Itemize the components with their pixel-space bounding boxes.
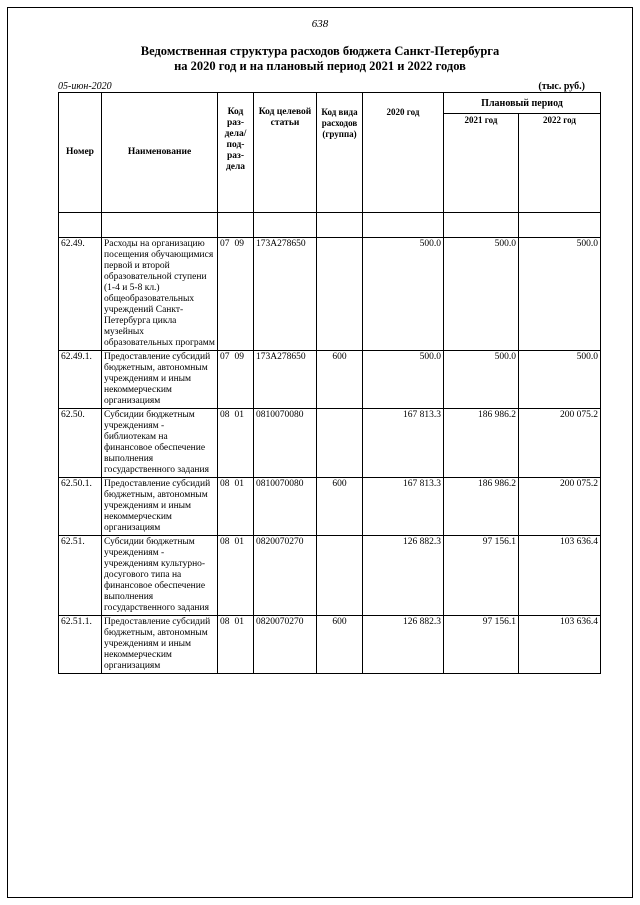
header-2022: 2022 год [519, 114, 601, 213]
row-amount-2021: 186 986.2 [444, 409, 519, 478]
row-amount-2021: 500.0 [444, 351, 519, 409]
units-label: (тыс. руб.) [538, 81, 585, 92]
row-kind-code: 600 [317, 351, 363, 409]
row-kind-code: 600 [317, 478, 363, 536]
table-row [59, 409, 601, 478]
header-target: Код целевой статьи [254, 93, 317, 213]
row-kind-code [317, 409, 363, 478]
row-kind-code [317, 238, 363, 351]
row-amount-2022: 500.0 [519, 351, 601, 409]
page-number: 638 [311, 18, 329, 30]
row-number: 62.49. [59, 238, 102, 351]
row-name: Предоставление субсидий бюджетным, автономным учреждениям и иным некоммерческим организациям [102, 616, 218, 674]
row-amount-2021: 500.0 [444, 238, 519, 351]
row-amount-2020: 167 813.3 [363, 478, 444, 536]
row-section [218, 238, 254, 351]
row-name: Предоставление субсидий бюджетным, автономным учреждениям и иным некоммерческим организациям [102, 351, 218, 409]
title-line-2: на 2020 год и на плановый период 2021 и 2022 годов [174, 59, 466, 73]
row-name: Предоставление субсидий бюджетным, автономным учреждениям и иным некоммерческим организациям [102, 478, 218, 536]
row-subsection-code: 01 [234, 617, 244, 627]
row-subsection-code: 09 [234, 239, 244, 249]
row-amount-2020: 500.0 [363, 238, 444, 351]
row-section-code: 07 [220, 239, 230, 249]
header-number: Номер [59, 93, 102, 213]
row-section-code: 08 [220, 617, 230, 627]
row-subsection-code: 09 [234, 352, 244, 362]
document-date: 05-июн-2020 [58, 81, 112, 92]
row-subsection-code: 01 [234, 410, 244, 420]
header-row-1 [59, 93, 601, 114]
header-kind: Код вида расходов (группа) [317, 93, 363, 213]
row-number: 62.49.1. [59, 351, 102, 409]
row-amount-2020: 167 813.3 [363, 409, 444, 478]
row-amount-2022: 200 075.2 [519, 478, 601, 536]
row-amount-2022: 500.0 [519, 238, 601, 351]
row-target-code: 0820070270 [254, 536, 317, 616]
header-plan-period: Плановый период [444, 93, 601, 114]
table-row [59, 238, 601, 351]
row-name: Субсидии бюджетным учреждениям - библиотекам на финансовое обеспечение выполнения государственного задания [102, 409, 218, 478]
header-spacer-row [59, 213, 601, 238]
row-number: 62.51. [59, 536, 102, 616]
table-row [59, 616, 601, 674]
row-amount-2022: 103 636.4 [519, 536, 601, 616]
header-2021: 2021 год [444, 114, 519, 213]
row-section [218, 478, 254, 536]
row-target-code: 0820070270 [254, 616, 317, 674]
row-amount-2022: 200 075.2 [519, 409, 601, 478]
row-section [218, 616, 254, 674]
row-target-code: 0810070080 [254, 478, 317, 536]
row-section [218, 409, 254, 478]
table-row [59, 351, 601, 409]
row-amount-2021: 186 986.2 [444, 478, 519, 536]
row-section [218, 351, 254, 409]
table-row [59, 478, 601, 536]
row-section-code: 08 [220, 479, 230, 489]
table-row [59, 536, 601, 616]
budget-table [58, 92, 601, 674]
header-section: Код раз- дела/ под- раз- дела [218, 93, 254, 213]
row-subsection-code: 01 [234, 479, 244, 489]
row-amount-2020: 126 882.3 [363, 616, 444, 674]
row-section-code: 07 [220, 352, 230, 362]
row-section-code: 08 [220, 410, 230, 420]
title-line-1: Ведомственная структура расходов бюджета Санкт-Петербурга [140, 44, 500, 58]
row-kind-code [317, 536, 363, 616]
row-kind-code: 600 [317, 616, 363, 674]
row-number: 62.50.1. [59, 478, 102, 536]
document-title [0, 44, 640, 74]
row-name: Субсидии бюджетным учреждениям - учреждениям культурно-досугового типа на финансовое обеспечение выполнения государственного задания [102, 536, 218, 616]
row-subsection-code: 01 [234, 537, 244, 547]
row-name: Расходы на организацию посещения обучающимися первой и второй образовательной ступени (1-4 и 5-8 кл.) общеобразовательных учреждений Санкт-Петербурга цикла музейных образовательных программ [102, 238, 218, 351]
row-target-code: 173А278650 [254, 351, 317, 409]
row-amount-2022: 103 636.4 [519, 616, 601, 674]
row-amount-2021: 97 156.1 [444, 536, 519, 616]
row-section-code: 08 [220, 537, 230, 547]
row-target-code: 0810070080 [254, 409, 317, 478]
row-target-code: 173А278650 [254, 238, 317, 351]
row-amount-2020: 126 882.3 [363, 536, 444, 616]
row-number: 62.50. [59, 409, 102, 478]
row-amount-2021: 97 156.1 [444, 616, 519, 674]
row-section [218, 536, 254, 616]
header-2020: 2020 год [363, 93, 444, 213]
row-number: 62.51.1. [59, 616, 102, 674]
header-name: Наименование [102, 93, 218, 213]
row-amount-2020: 500.0 [363, 351, 444, 409]
